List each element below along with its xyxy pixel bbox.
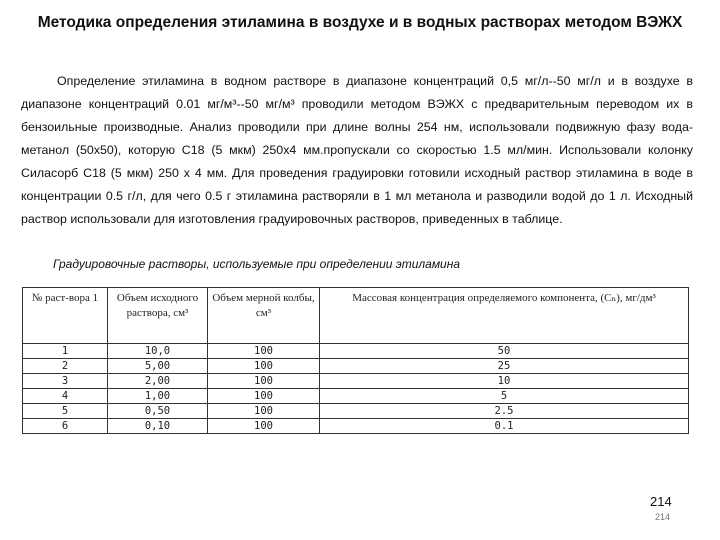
table-row — [23, 389, 689, 404]
cell-concentration: 25 — [320, 359, 689, 374]
cell-number: 6 — [23, 419, 108, 434]
cell-flask-volume: 100 — [208, 419, 320, 434]
cell-stock-volume: 1,00 — [108, 389, 208, 404]
calibration-table — [22, 287, 689, 434]
cell-flask-volume: 100 — [208, 359, 320, 374]
cell-concentration: 50 — [320, 344, 689, 359]
cell-number: 1 — [23, 344, 108, 359]
cell-flask-volume: 100 — [208, 404, 320, 419]
cell-stock-volume: 2,00 — [108, 374, 208, 389]
cell-stock-volume: 10,0 — [108, 344, 208, 359]
cell-stock-volume: 5,00 — [108, 359, 208, 374]
table-row — [23, 359, 689, 374]
table-row — [23, 374, 689, 389]
header-flask-volume: Объем мерной колбы, см³ — [208, 288, 320, 344]
table-row — [23, 419, 689, 434]
cell-flask-volume: 100 — [208, 374, 320, 389]
table-row — [23, 404, 689, 419]
cell-concentration: 10 — [320, 374, 689, 389]
table-row — [23, 344, 689, 359]
header-solution-number: № раст-вора 1 — [23, 288, 108, 344]
method-paragraph: Определение этиламина в водном растворе в диапазоне концентраций 0,5 мг/л--50 мг/л и в воздухе в диапазоне концентраций 0.01 мг/м³--50 мг/м³ проводили методом ВЭЖХ с предварительным переводом их в бензоильные производные. Анализ проводили при длине волны 254 нм, использовали подвижную фазу вода-метанол (50х50), которую С18 (5 мкм) 250х4 мм.пропускали со скоростью 1.5 мл/мин. Использовали колонку Силасорб С18 (5 мкм) 250 х 4 мм. Для проведения градуировки готовили исходный раствор этиламина в воде в концентрации 0.5 г/л, для чего 0.5 г этиламина растворяли в 1 мл метанола и разводили водой до 1 л. Исходный раствор использовали для изготовления градуировочных растворов, приведенных в таблице. — [21, 74, 693, 226]
cell-number: 3 — [23, 374, 108, 389]
header-mass-concentration: Массовая концентрация определяемого компонента, (Сₙ), мг/дм³ — [320, 288, 689, 344]
cell-number: 4 — [23, 389, 108, 404]
body-text — [21, 70, 693, 231]
page-number-small: 214 — [655, 512, 671, 522]
page-title: Методика определения этиламина в воздухе и в водных растворах методом ВЭЖХ — [37, 14, 683, 31]
cell-number: 2 — [23, 359, 108, 374]
cell-concentration: 5 — [320, 389, 689, 404]
header-stock-volume: Объем исходного раствора, см³ — [108, 288, 208, 344]
cell-stock-volume: 0,10 — [108, 419, 208, 434]
cell-concentration: 2.5 — [320, 404, 689, 419]
cell-flask-volume: 100 — [208, 344, 320, 359]
cell-number: 5 — [23, 404, 108, 419]
table-header-row — [23, 288, 689, 344]
cell-flask-volume: 100 — [208, 389, 320, 404]
page-number: 214 — [650, 494, 672, 509]
table-caption: Градуировочные растворы, используемые при определении этиламина — [53, 257, 460, 271]
cell-concentration: 0.1 — [320, 419, 689, 434]
cell-stock-volume: 0,50 — [108, 404, 208, 419]
